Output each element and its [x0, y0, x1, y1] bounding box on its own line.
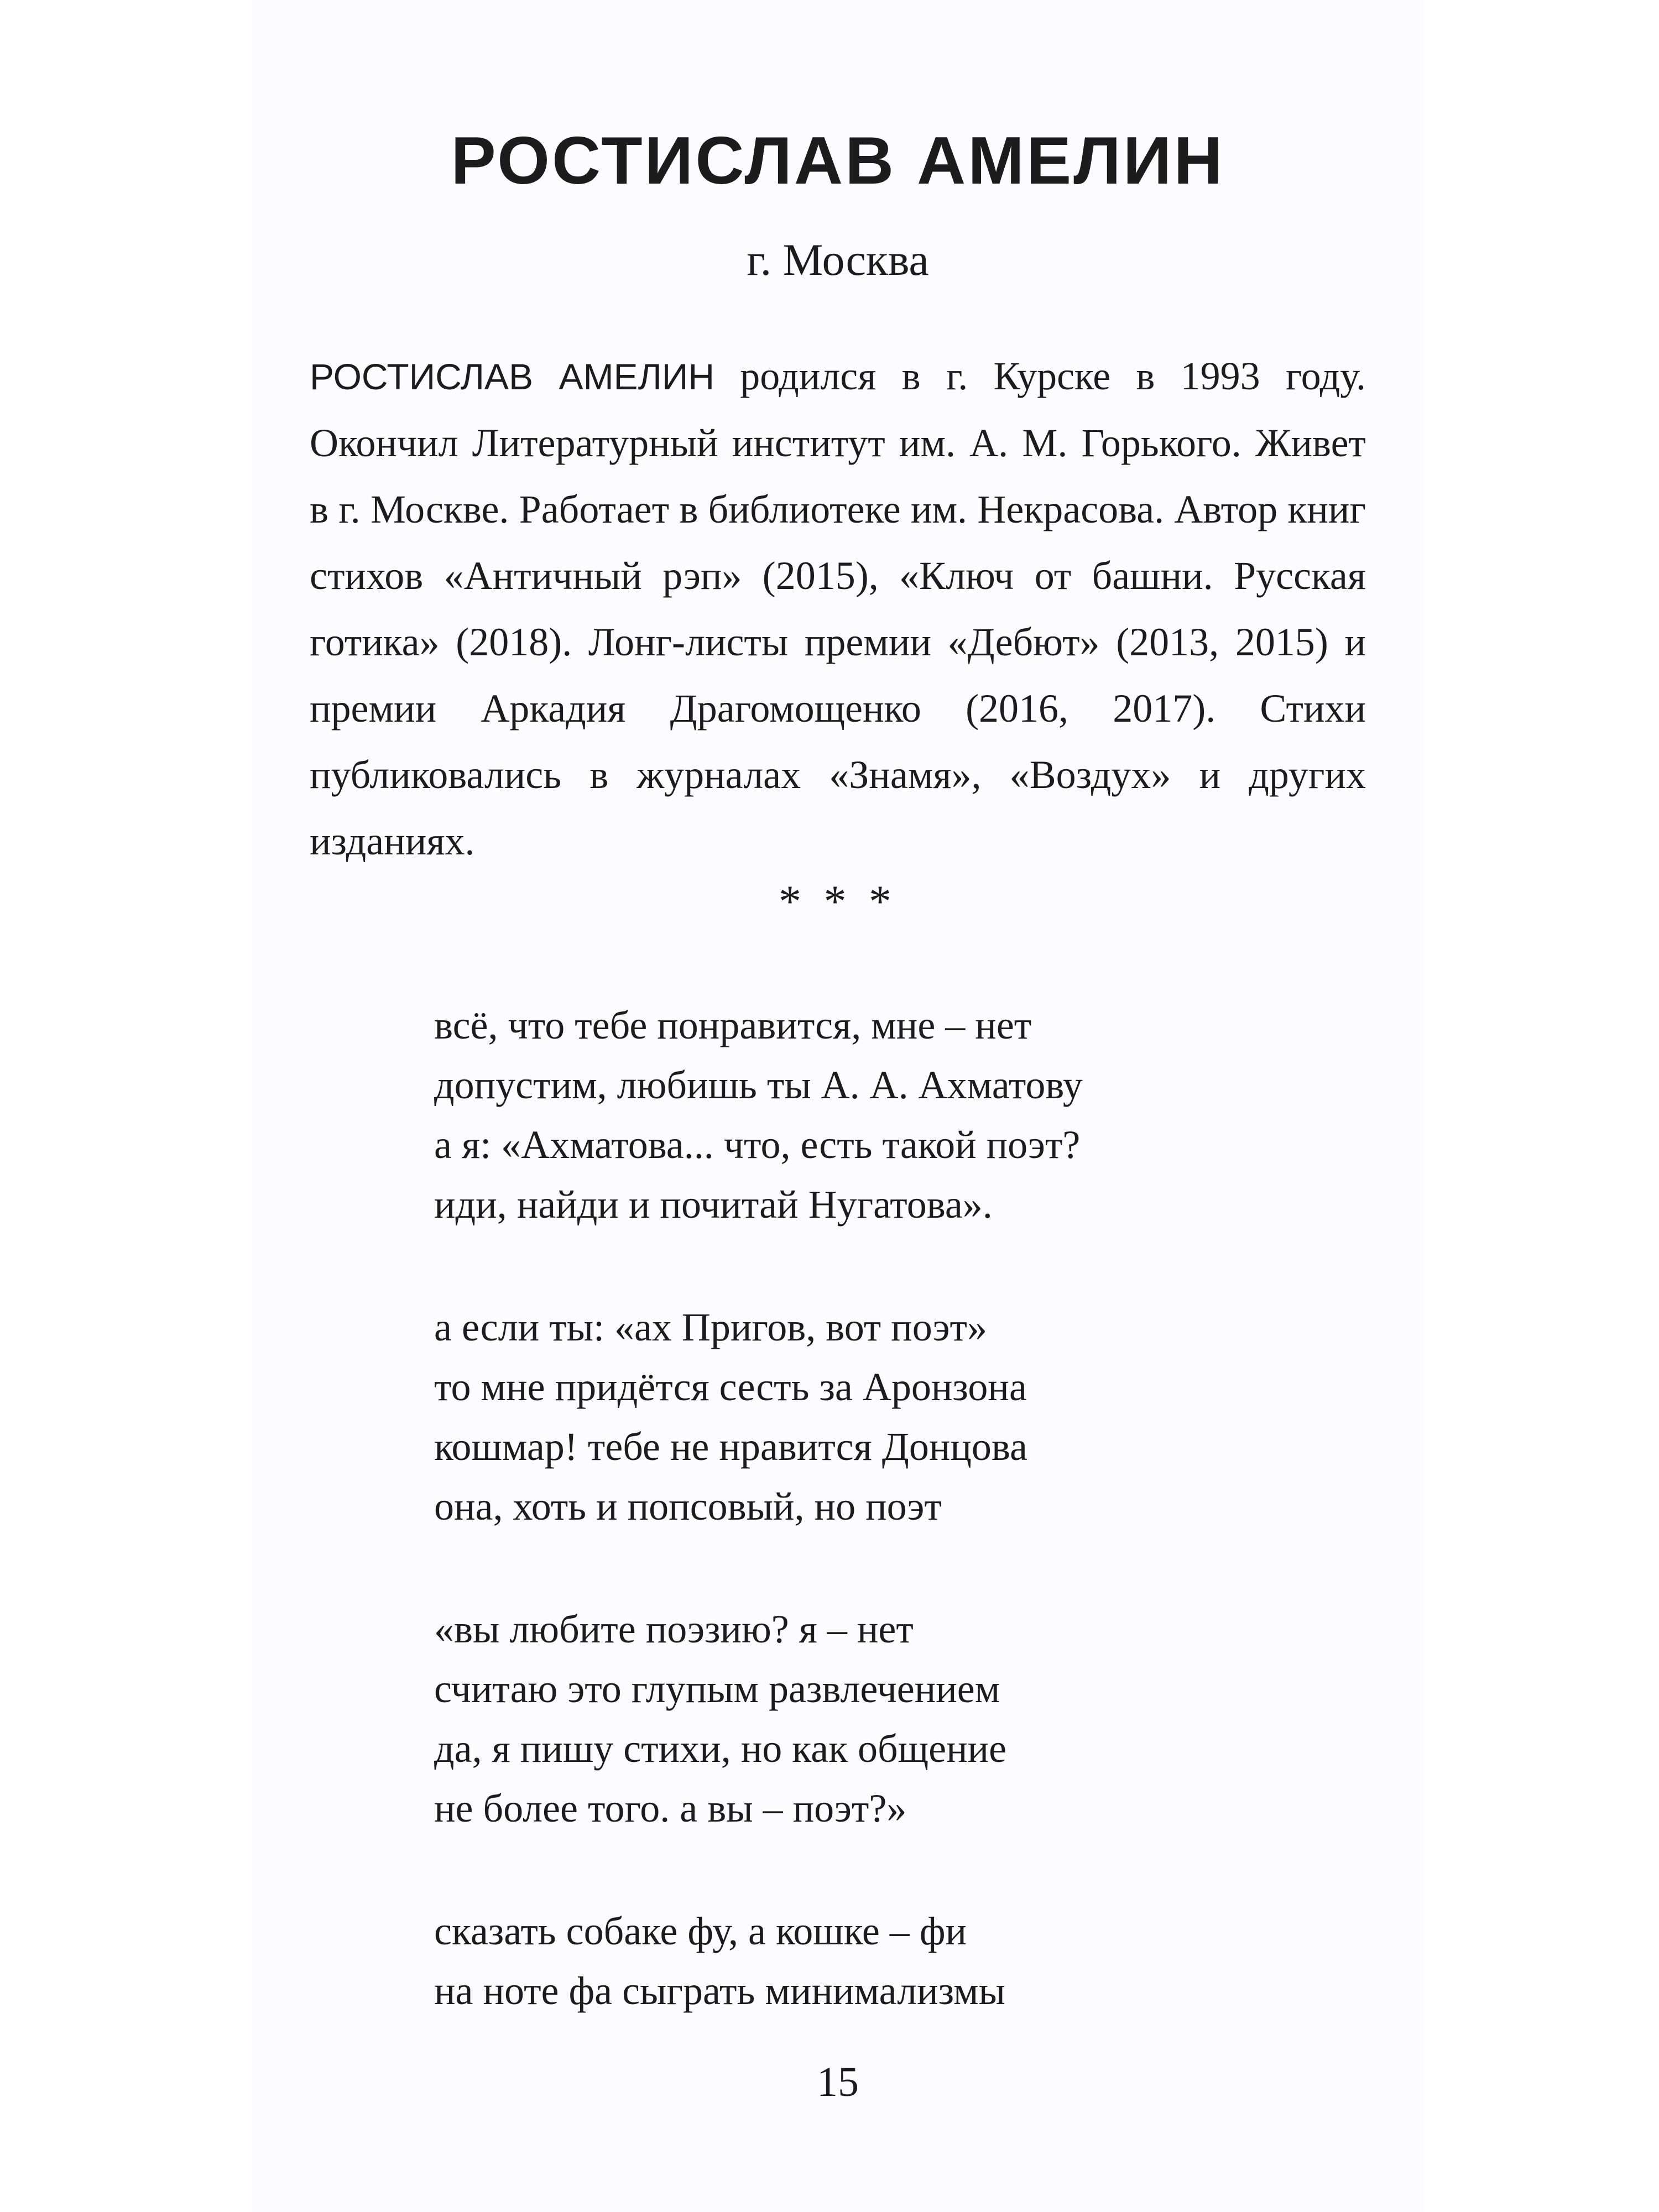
poem-stanza	[434, 1901, 1374, 2021]
poem-line: всё, что тебе понравится, мне – нет	[434, 1003, 1032, 1047]
poem-line: «вы любите поэзию? я – нет	[434, 1607, 914, 1651]
poem-line: не более того. а вы – поэт?»	[434, 1786, 907, 1830]
page-number: 15	[817, 2059, 859, 2105]
poem-separator: * * *	[779, 876, 897, 926]
poem-line: допустим, любишь ты А. А. Ахматову	[434, 1063, 1083, 1107]
poem	[434, 995, 1374, 2084]
poem-line: считаю это глупым развлечением	[434, 1667, 1000, 1711]
bio-author-name: РОСТИСЛАВ АМЕЛИН	[310, 356, 714, 397]
poem-stanza	[434, 1599, 1374, 1838]
poem-line: да, я пишу стихи, но как общение	[434, 1726, 1007, 1771]
poem-line: иди, найди и почитай Нугатова».	[434, 1182, 993, 1227]
author-name-heading: РОСТИСЛАВ АМЕЛИН	[451, 123, 1225, 198]
author-city: г. Москва	[747, 234, 929, 285]
poem-line: то мне придётся сесть за Аронзона	[434, 1365, 1027, 1409]
author-bio	[310, 343, 1366, 874]
bio-text: родился в г. Курске в 1993 году. Окончил Литературный институт им. А. М. Горького. Живет в г. Москве. Работает в библиотеке им. Некрасова. Автор книг стихов «Античный рэп» (2015), «Ключ от башни. Русская готика» (2018). Лонг-листы премии «Дебют» (2013, 2015) и премии Аркадия Драгомощенко (2016, 2017). Стихи публиковались в журналах «Знамя», «Воздух» и других изданиях.	[310, 354, 1366, 863]
poem-line: на ноте фа сыграть минимализмы	[434, 1969, 1005, 2013]
poem-stanza	[434, 995, 1374, 1234]
poem-stanza	[434, 1297, 1374, 1536]
poem-line: а я: «Ахматова... что, есть такой поэт?	[434, 1123, 1081, 1167]
poem-line: а если ты: «ах Пригов, вот поэт»	[434, 1305, 987, 1349]
book-page	[252, 0, 1424, 2212]
poem-line: кошмар! тебе не нравится Донцова	[434, 1425, 1027, 1469]
poem-line: сказать собаке фу, а кошке – фи	[434, 1909, 967, 1953]
poem-line: она, хоть и попсовый, но поэт	[434, 1484, 942, 1528]
